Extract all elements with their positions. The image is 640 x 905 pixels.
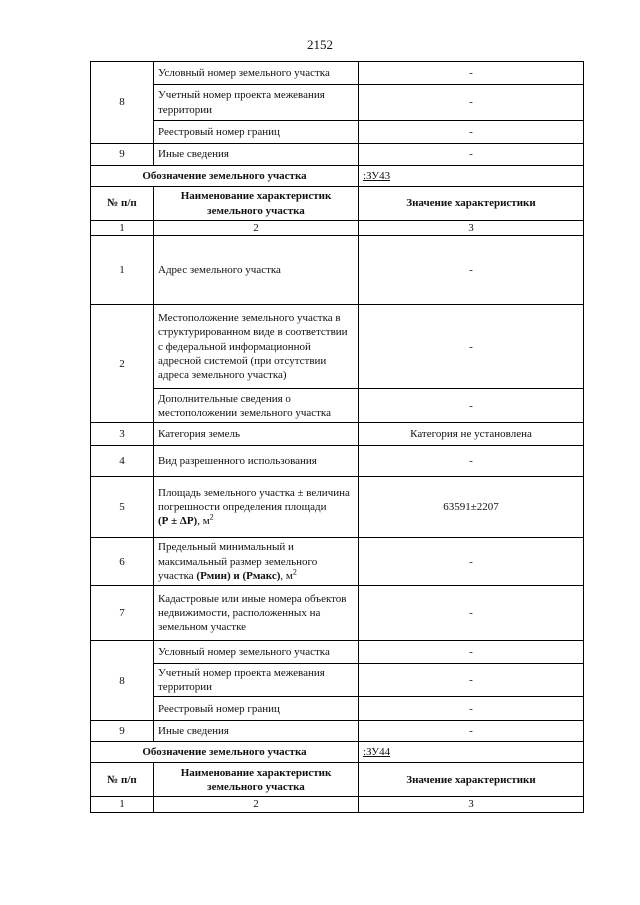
table-row <box>91 62 584 85</box>
row-number: 2 <box>91 305 154 423</box>
row-value: Категория не установлена <box>359 423 584 446</box>
table-row <box>91 305 584 389</box>
table-row <box>91 446 584 477</box>
column-number: 1 <box>91 221 154 236</box>
header-name: Наименование характеристик земельного участка <box>154 187 359 221</box>
row-label: Учетный номер проекта межевания территории <box>154 85 359 121</box>
row-value: - <box>359 721 584 742</box>
table-row <box>91 85 584 121</box>
row-number: 7 <box>91 586 154 641</box>
row-value: - <box>359 121 584 144</box>
column-number: 1 <box>91 797 154 812</box>
section-title: Обозначение земельного участка <box>91 166 359 187</box>
header-num: № п/п <box>91 763 154 797</box>
table-row <box>91 423 584 446</box>
land-plot-table <box>90 61 584 813</box>
table-row <box>91 121 584 144</box>
row-label: Предельный минимальный и максимальный размер земельного участка (Рмин) и (Рмакс), $м^2$ <box>154 538 359 586</box>
section-header-row <box>91 166 584 187</box>
row-value: - <box>359 586 584 641</box>
section-header-row <box>91 742 584 763</box>
header-value: Значение характеристики <box>359 187 584 221</box>
table-row <box>91 664 584 697</box>
row-value: 63591±2207 <box>359 477 584 538</box>
table-row <box>91 477 584 538</box>
row-label: Реестровый номер границ <box>154 697 359 721</box>
section-code: :ЗУ43 <box>359 166 584 187</box>
column-number-row <box>91 221 584 236</box>
header-num: № п/п <box>91 187 154 221</box>
table-row <box>91 236 584 305</box>
row-label: Иные сведения <box>154 721 359 742</box>
table-row <box>91 721 584 742</box>
row-value: - <box>359 236 584 305</box>
table-row <box>91 697 584 721</box>
row-label: Вид разрешенного использования <box>154 446 359 477</box>
row-value: - <box>359 538 584 586</box>
row-value: - <box>359 389 584 423</box>
row-label: Кадастровые или иные номера объектов недвижимости, расположенных на земельном участке <box>154 586 359 641</box>
table-row <box>91 586 584 641</box>
row-value: - <box>359 144 584 166</box>
header-value: Значение характеристики <box>359 763 584 797</box>
row-value: - <box>359 641 584 664</box>
row-value: - <box>359 305 584 389</box>
page-number: 2152 <box>307 37 333 52</box>
row-number: 6 <box>91 538 154 586</box>
row-number: 3 <box>91 423 154 446</box>
row-label: Адрес земельного участка <box>154 236 359 305</box>
row-label: Реестровый номер границ <box>154 121 359 144</box>
table-row <box>91 389 584 423</box>
row-value: - <box>359 697 584 721</box>
row-value: - <box>359 85 584 121</box>
row-value: - <box>359 664 584 697</box>
column-number: 3 <box>359 797 584 812</box>
row-number: 9 <box>91 721 154 742</box>
column-number: 2 <box>154 797 359 812</box>
column-header-row <box>91 187 584 221</box>
row-label: Площадь земельного участка ± величина погрешности определения площади (Р ± ΔР), $м^2$ <box>154 477 359 538</box>
row-number: 9 <box>91 144 154 166</box>
column-number-row <box>91 797 584 812</box>
row-number: 8 <box>91 641 154 721</box>
row-label: Условный номер земельного участка <box>154 62 359 85</box>
column-number: 3 <box>359 221 584 236</box>
table-row <box>91 538 584 586</box>
header-name: Наименование характеристик земельного участка <box>154 763 359 797</box>
section-code: :ЗУ44 <box>359 742 584 763</box>
row-value: - <box>359 62 584 85</box>
row-label: Условный номер земельного участка <box>154 641 359 664</box>
column-header-row <box>91 763 584 797</box>
row-label: Учетный номер проекта межевания территории <box>154 664 359 697</box>
table-row <box>91 641 584 664</box>
row-label: Дополнительные сведения о местоположении земельного участка <box>154 389 359 423</box>
row-label: Категория земель <box>154 423 359 446</box>
row-label: Местоположение земельного участка в структурированном виде в соответствии с федеральной информационной адресной системой (при отсутствии адреса земельного участка) <box>154 305 359 389</box>
row-number: 4 <box>91 446 154 477</box>
column-number: 2 <box>154 221 359 236</box>
table-row <box>91 144 584 166</box>
row-label: Иные сведения <box>154 144 359 166</box>
section-title: Обозначение земельного участка <box>91 742 359 763</box>
row-number: 1 <box>91 236 154 305</box>
row-number: 8 <box>91 62 154 144</box>
row-number: 5 <box>91 477 154 538</box>
row-value: - <box>359 446 584 477</box>
